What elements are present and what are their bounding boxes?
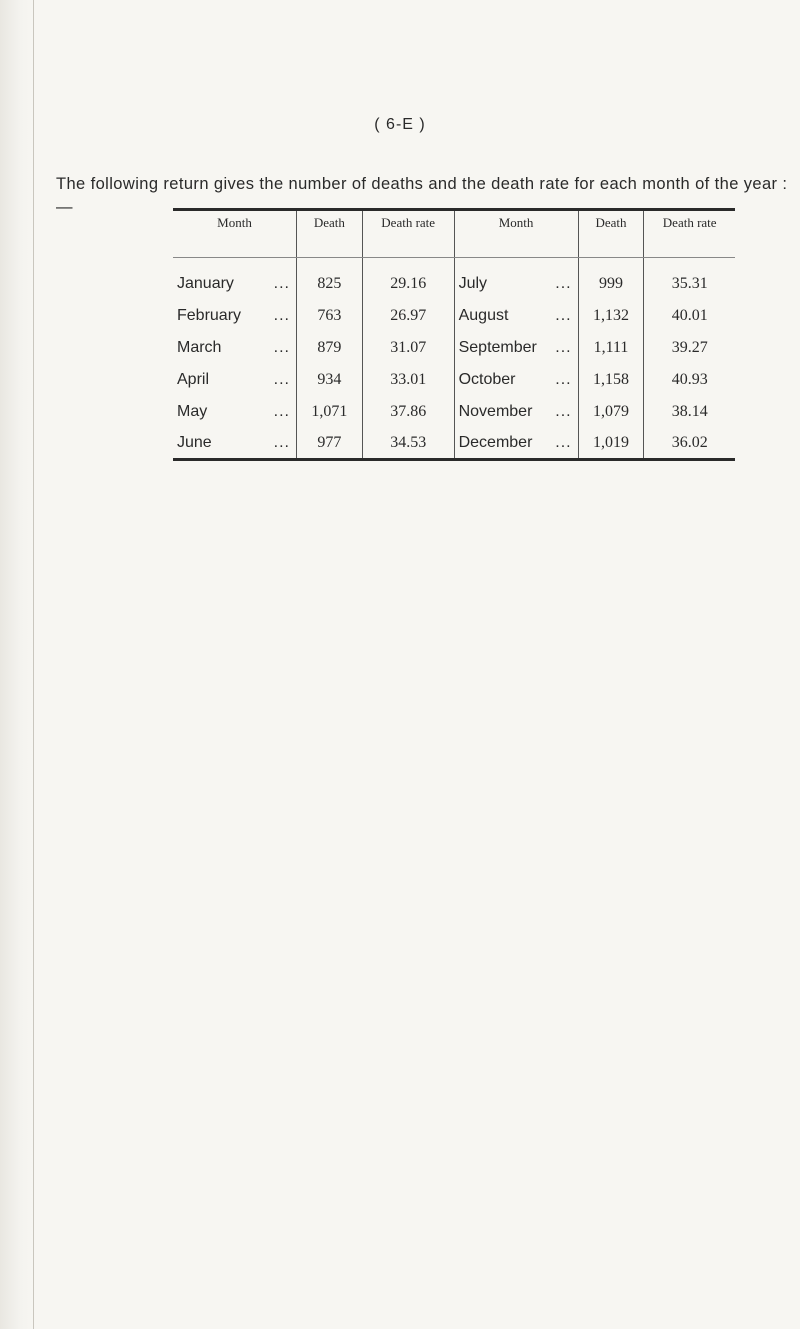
death-text: 1,132 [592, 307, 629, 324]
month-cell [454, 396, 578, 428]
death-cell [578, 396, 644, 428]
month-cell [173, 332, 297, 364]
dot-leader: ... [555, 339, 572, 356]
death-cell [297, 396, 363, 428]
table-row [173, 396, 735, 428]
dot-leader: ... [273, 371, 290, 388]
death-cell [297, 300, 363, 332]
month-text: September [458, 339, 537, 356]
month-text: August [458, 307, 509, 324]
month-text: April [177, 371, 210, 388]
dot-leader: ... [555, 434, 572, 451]
page-number: ( 6-E ) [374, 116, 426, 133]
death-text: 1,158 [592, 371, 629, 388]
month-text: November [458, 403, 533, 420]
month-text: October [458, 371, 516, 388]
death-rate-text: 31.07 [390, 339, 427, 356]
death-rate-cell [644, 364, 735, 396]
death-cell [297, 364, 363, 396]
month-text: March [177, 339, 222, 356]
death-cell [578, 258, 644, 301]
death-text: 879 [317, 339, 342, 356]
dot-leader: ... [555, 403, 572, 420]
death-text: 1,019 [592, 434, 629, 451]
dot-leader: ... [273, 403, 290, 420]
dot-leader: ... [273, 434, 290, 451]
dot-leader: ... [273, 339, 290, 356]
death-rate-cell [362, 364, 454, 396]
death-rate-cell [362, 300, 454, 332]
month-cell [454, 258, 578, 301]
month-cell [173, 396, 297, 428]
death-cell [297, 428, 363, 460]
month-cell [454, 300, 578, 332]
table-row [173, 258, 735, 301]
month-cell [454, 332, 578, 364]
death-text: 977 [317, 434, 342, 451]
death-rate-text: 34.53 [390, 434, 427, 451]
binding-line [33, 0, 34, 1329]
death-rate-text: 40.01 [671, 307, 708, 324]
death-cell [578, 300, 644, 332]
table-row [173, 300, 735, 332]
death-cell [578, 364, 644, 396]
month-text: January [177, 275, 234, 292]
death-rate-cell [644, 332, 735, 364]
month-text: July [458, 275, 488, 292]
death-cell [578, 332, 644, 364]
month-cell [454, 428, 578, 460]
monthly-deaths-table [173, 208, 735, 461]
death-rate-cell [644, 428, 735, 460]
death-rate-text: 29.16 [390, 275, 427, 292]
header-month: Month [454, 210, 578, 258]
death-rate-text: 36.02 [671, 434, 708, 451]
page-edge-shadow [0, 0, 34, 1329]
dot-leader: ... [273, 275, 290, 292]
death-rate-cell [362, 332, 454, 364]
death-text: 825 [317, 275, 342, 292]
month-text: June [177, 434, 212, 451]
month-cell [454, 364, 578, 396]
death-rate-cell [644, 258, 735, 301]
table-row [173, 428, 735, 460]
death-rate-text: 40.93 [671, 371, 708, 388]
dot-leader: ... [273, 307, 290, 324]
month-cell [173, 300, 297, 332]
month-text: May [177, 403, 208, 420]
death-rate-text: 26.97 [390, 307, 427, 324]
header-death-rate: Death rate [362, 210, 454, 258]
table-header-row [173, 210, 735, 258]
death-text: 999 [598, 275, 623, 292]
dot-leader: ... [555, 275, 572, 292]
death-rate-text: 37.86 [390, 403, 427, 420]
month-cell [173, 364, 297, 396]
month-text: December [458, 434, 533, 451]
dot-leader: ... [555, 371, 572, 388]
header-death: Death [578, 210, 644, 258]
dot-leader: ... [555, 307, 572, 324]
death-cell [578, 428, 644, 460]
death-cell [297, 258, 363, 301]
death-text: 1,111 [593, 339, 629, 356]
month-cell [173, 428, 297, 460]
death-rate-text: 38.14 [671, 403, 708, 420]
death-rate-cell [644, 300, 735, 332]
death-rate-cell [362, 396, 454, 428]
header-death-rate: Death rate [644, 210, 735, 258]
table-row [173, 364, 735, 396]
death-rate-text: 39.27 [671, 339, 708, 356]
death-cell [297, 332, 363, 364]
death-rate-text: 35.31 [671, 275, 708, 292]
death-rate-cell [362, 428, 454, 460]
death-text: 1,071 [311, 403, 348, 420]
death-text: 934 [317, 371, 342, 388]
month-cell [173, 258, 297, 301]
death-rate-text: 33.01 [390, 371, 427, 388]
header-month: Month [173, 210, 297, 258]
death-text: 1,079 [592, 403, 629, 420]
death-text: 763 [317, 307, 342, 324]
table-row [173, 332, 735, 364]
month-text: February [177, 307, 242, 324]
intro-paragraph: The following return gives the number of deaths and the death rate for each month of the year :— [56, 174, 788, 216]
header-death: Death [297, 210, 363, 258]
death-rate-cell [644, 396, 735, 428]
death-rate-cell [362, 258, 454, 301]
